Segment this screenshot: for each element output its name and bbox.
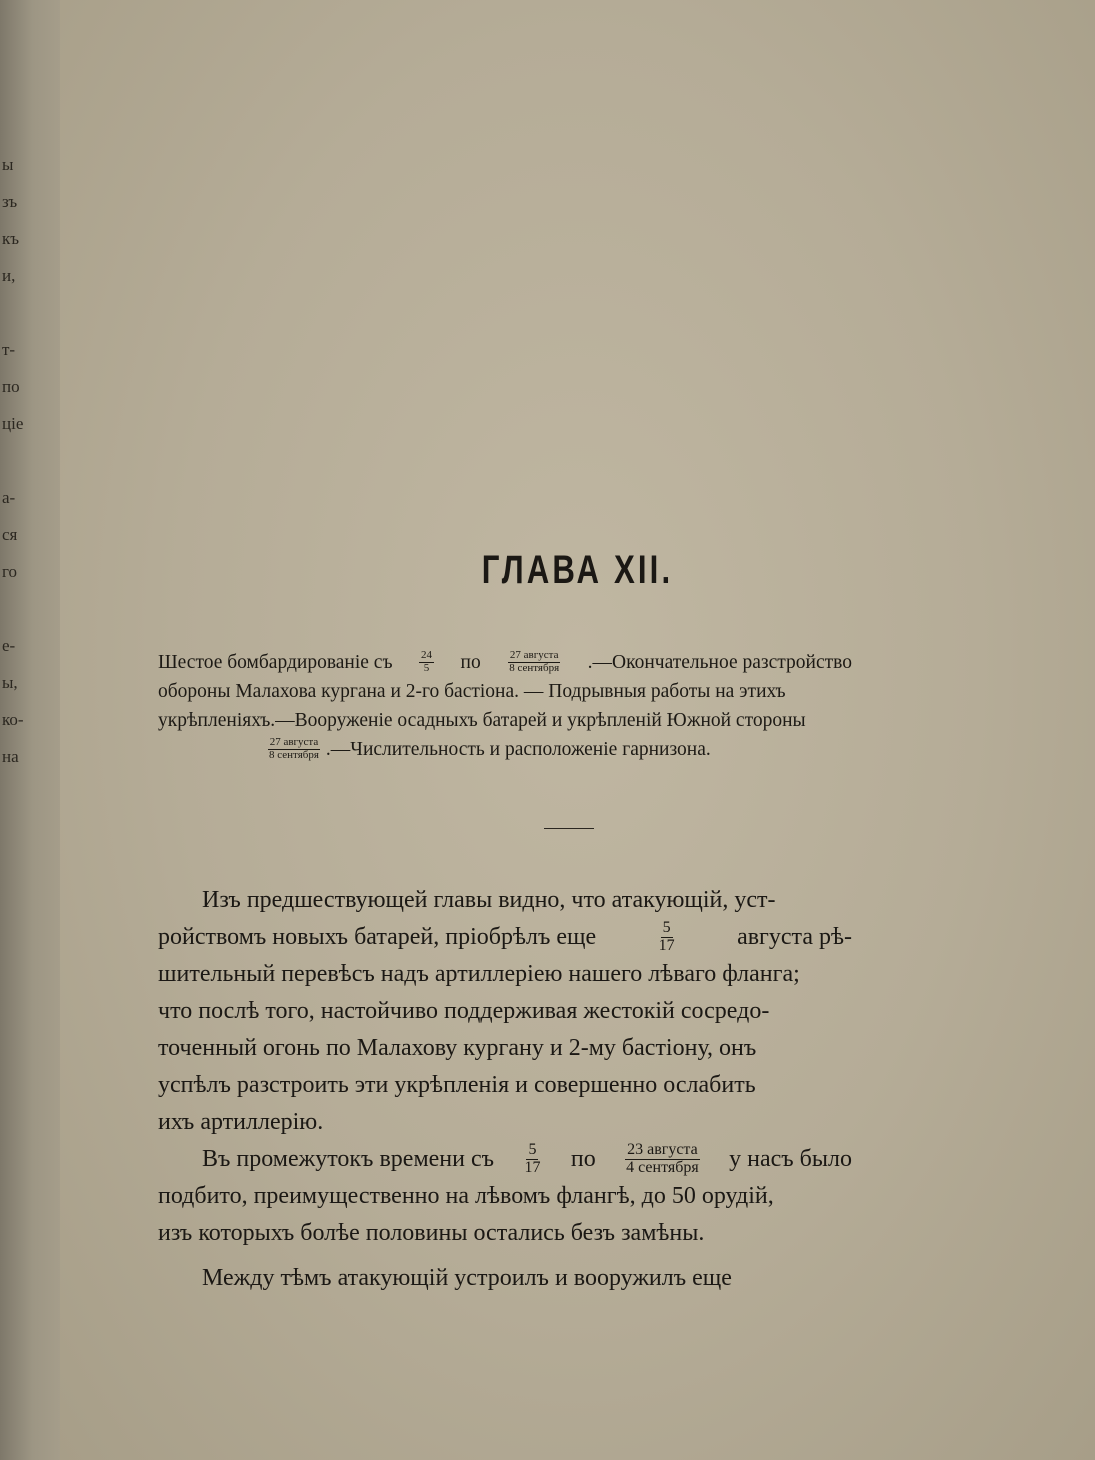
body-text bbox=[158, 882, 852, 1297]
fraction-numerator: 24 bbox=[421, 649, 433, 662]
book-page bbox=[60, 0, 1095, 1460]
facing-page-edge bbox=[0, 0, 60, 1460]
fraction-denominator: 8 сентября bbox=[509, 662, 560, 674]
margin-fragment: зъ bbox=[2, 192, 18, 211]
fraction-numerator: 5 bbox=[528, 1141, 537, 1159]
margin-fragment bbox=[0, 590, 28, 627]
margin-fragment: по bbox=[2, 377, 20, 396]
body-line-text: Между тѣмъ атакующій устроилъ и вооружилъ еще bbox=[202, 1265, 732, 1291]
body-line-text: Въ промежутокъ времени съ bbox=[202, 1146, 495, 1172]
fraction-denominator: 4 сентября bbox=[626, 1159, 699, 1176]
paragraph-line bbox=[158, 1260, 852, 1297]
margin-fragment: ы bbox=[2, 155, 14, 174]
paragraph-line bbox=[158, 1215, 852, 1252]
date-fraction bbox=[657, 920, 677, 955]
summary-line bbox=[158, 735, 852, 764]
paragraph-line bbox=[158, 1178, 852, 1215]
body-line-text: по bbox=[570, 1146, 596, 1172]
fraction-numerator: 5 bbox=[662, 919, 671, 937]
body-line-text: Изъ предшествующей главы видно, что атакующій, уст- bbox=[202, 887, 776, 913]
fraction-numerator: 27 августа bbox=[269, 736, 319, 749]
margin-fragment: го bbox=[2, 562, 18, 581]
margin-fragment: къ bbox=[2, 229, 20, 248]
paragraph-line bbox=[158, 993, 852, 1030]
margin-fragment: ціе bbox=[2, 414, 24, 433]
date-fraction bbox=[507, 650, 561, 674]
margin-fragment: ы, bbox=[2, 673, 18, 692]
fraction-numerator: 23 августа bbox=[627, 1141, 698, 1159]
fraction-denominator: 5 bbox=[423, 662, 430, 674]
fraction-denominator: 17 bbox=[524, 1159, 541, 1176]
margin-fragment: а- bbox=[2, 488, 16, 507]
summary-text: Шестое бомбардированіе съ bbox=[158, 652, 393, 673]
margin-fragment: ко- bbox=[2, 710, 24, 729]
body-line-text: ихъ артиллерію. bbox=[158, 1109, 324, 1135]
summary-line bbox=[158, 648, 852, 677]
date-fraction bbox=[624, 1142, 701, 1177]
body-line-text: что послѣ того, настойчиво поддерживая жестокій сосредо- bbox=[158, 998, 770, 1024]
chapter-title: ГЛАВА XII. bbox=[481, 548, 674, 592]
fraction-denominator: 8 сентября bbox=[269, 749, 319, 761]
body-line-text: успѣлъ разстроить эти укрѣпленія и совершенно ослабить bbox=[158, 1072, 756, 1098]
margin-fragment bbox=[0, 442, 28, 479]
margin-fragment: т- bbox=[2, 340, 16, 359]
margin-fragment: е- bbox=[2, 636, 16, 655]
body-line-text: шительный перевѣсъ надъ артиллеріею нашего лѣваго фланга; bbox=[158, 961, 800, 987]
fraction-denominator: 17 bbox=[658, 937, 675, 954]
paragraph-line bbox=[158, 1067, 852, 1104]
summary-line bbox=[158, 706, 852, 735]
body-line-text: точенный огонь по Малахову кургану и 2-му бастіону, онъ bbox=[158, 1035, 757, 1061]
paragraph-line bbox=[158, 882, 852, 919]
paragraph-line bbox=[158, 1141, 852, 1178]
margin-fragment bbox=[0, 294, 28, 331]
summary-text: укрѣпленіяхъ.—Вооруженіе осадныхъ батарей и укрѣпленій Южной стороны bbox=[158, 710, 806, 731]
paragraph-line bbox=[158, 956, 852, 993]
section-divider bbox=[544, 828, 594, 829]
body-line-text: ройствомъ новыхъ батарей, пріобрѣлъ еще bbox=[158, 924, 597, 950]
summary-text: .—Окончательное разстройство bbox=[587, 652, 852, 673]
body-line-text: у насъ было bbox=[729, 1146, 852, 1172]
summary-text: обороны Малахова кургана и 2-го бастіона. — Подрывныя работы на этихъ bbox=[158, 681, 786, 702]
paragraph-line bbox=[158, 1104, 852, 1141]
body-line-text: изъ которыхъ болѣе половины остались безъ замѣны. bbox=[158, 1220, 705, 1246]
fraction-numerator: 27 августа bbox=[509, 649, 559, 662]
paragraph-line bbox=[158, 919, 852, 956]
body-line-text: августа рѣ- bbox=[737, 924, 852, 950]
paragraph-line bbox=[158, 1030, 852, 1067]
chapter-summary bbox=[158, 648, 852, 764]
summary-text: по bbox=[460, 652, 481, 673]
body-line-text: подбито, преимущественно на лѣвомъ флангѣ, до 50 орудій, bbox=[158, 1183, 774, 1209]
summary-line bbox=[158, 677, 852, 706]
date-fraction bbox=[419, 650, 434, 674]
margin-fragment: ся bbox=[2, 525, 18, 544]
margin-fragment: и, bbox=[2, 266, 16, 285]
facing-page-fragments bbox=[0, 146, 28, 775]
date-fraction bbox=[522, 1142, 542, 1177]
summary-text: .—Числительность и расположеніе гарнизона. bbox=[325, 739, 711, 760]
date-fraction bbox=[267, 737, 321, 761]
margin-fragment: на bbox=[2, 747, 19, 766]
paragraph-gap bbox=[158, 1252, 852, 1260]
